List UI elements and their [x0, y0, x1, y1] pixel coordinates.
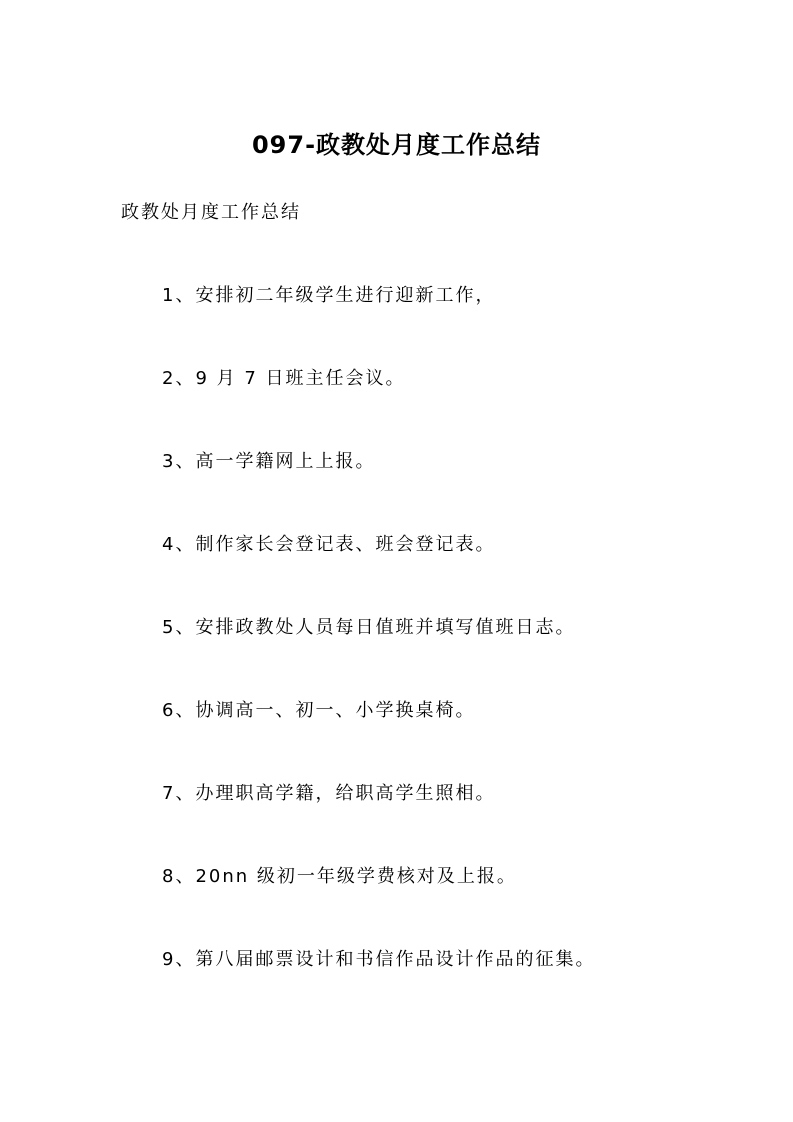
list-item: 2、9 月 7 日班主任会议。 — [162, 368, 406, 389]
document-subtitle: 政教处月度工作总结 — [121, 202, 301, 223]
list-item: 9、第八届邮票设计和书信作品设计作品的征集。 — [162, 949, 596, 970]
list-item: 8、20nn 级初一年级学费核对及上报。 — [162, 866, 517, 887]
list-item: 1、安排初二年级学生进行迎新工作， — [162, 285, 496, 306]
document-title: 097-政教处月度工作总结 — [251, 131, 542, 159]
list-item: 7、办理职高学籍，给职高学生照相。 — [162, 783, 496, 804]
list-item: 6、协调高一、初一、小学换桌椅。 — [162, 700, 476, 721]
list-item: 5、安排政教处人员每日值班并填写值班日志。 — [162, 617, 576, 638]
list-item: 4、制作家长会登记表、班会登记表。 — [162, 534, 496, 555]
list-item: 3、高一学籍网上上报。 — [162, 451, 376, 472]
